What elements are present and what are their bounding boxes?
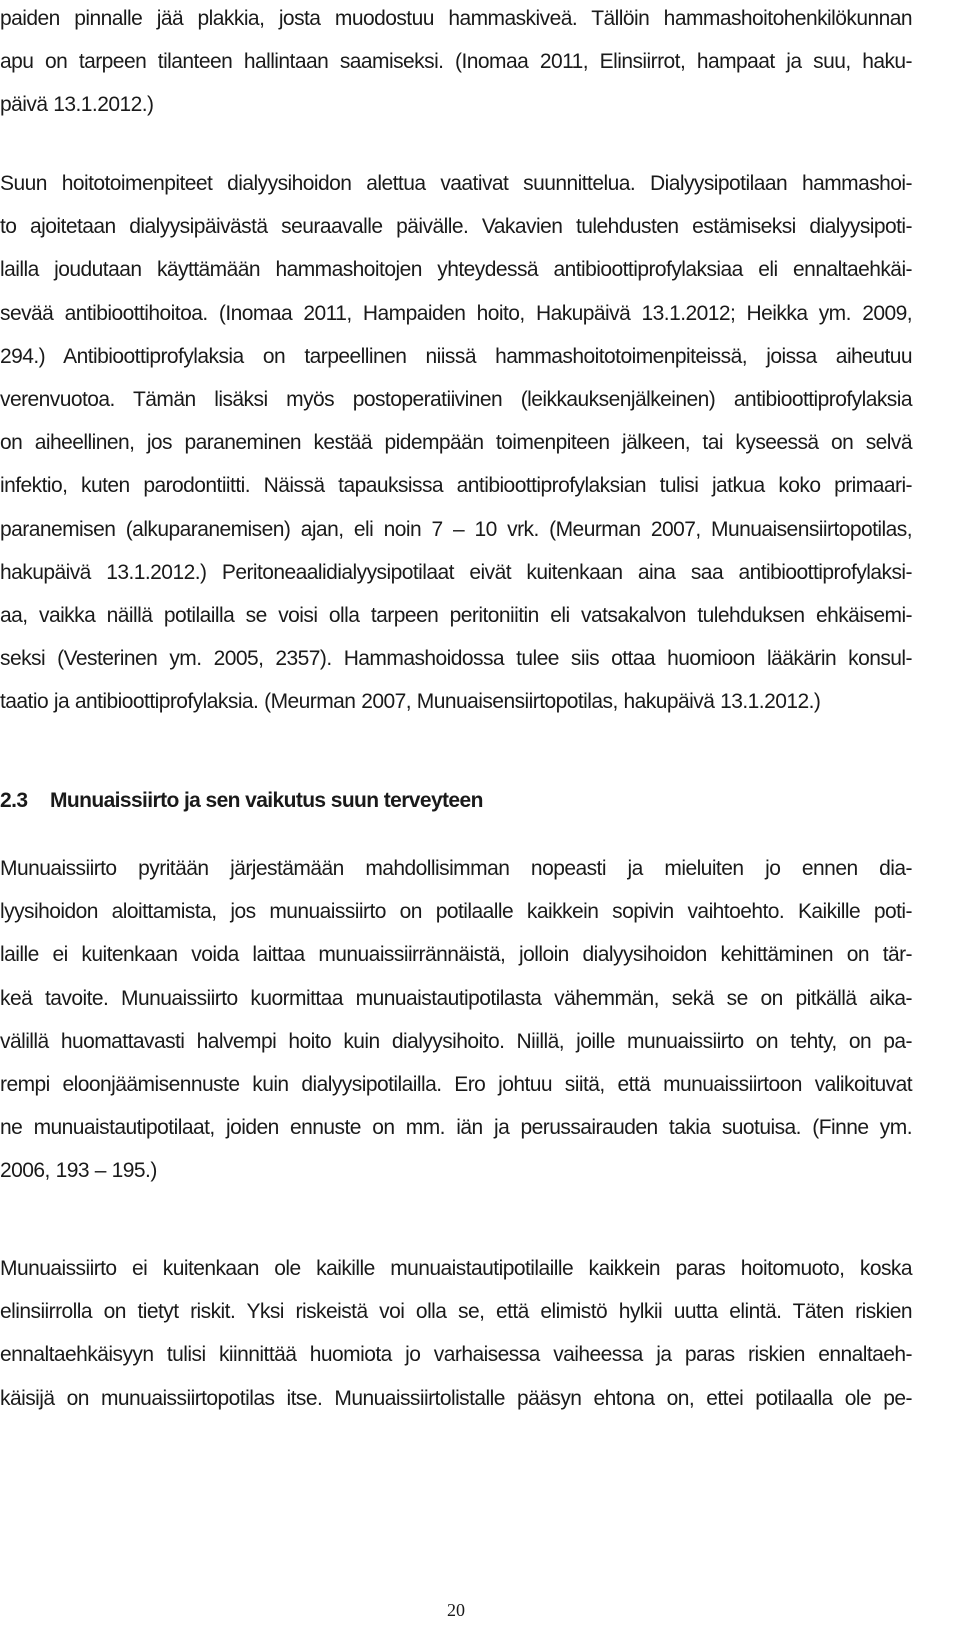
paragraph-3 (0, 847, 912, 1193)
section-heading (0, 789, 483, 813)
section-title: Munuaissiirto ja sen vaikutus suun terveyteen (50, 789, 483, 812)
text-line: seksi (Vesterinen ym. 2005, 2357). Hammashoidossa tulee siis ottaa huomioon lääkärin konsul- (0, 647, 912, 671)
paragraph-2 (0, 162, 912, 723)
text-line: päivä 13.1.2012.) (0, 93, 154, 117)
text-line: rempi eloonjäämisennuste kuin dialyysipotilailla. Ero johtuu siitä, että munuaissiirtoon valikoituvat (0, 1072, 912, 1096)
section-number: 2.3 (0, 789, 28, 812)
text-line: 294.) Antibioottiprofylaksia on tarpeellinen niissä hammashoitotoimenpiteissä, joissa aiheutuu (0, 344, 912, 368)
text-line: infektio, kuten parodontiitti. Näissä tapauksissa antibioottiprofylaksian tulisi jatkua koko primaari- (0, 474, 912, 498)
text-line: Munuaissiirto ei kuitenkaan ole kaikille munuaistautipotilaille kaikkein paras hoitomuoto, koska (0, 1257, 912, 1280)
text-line: hakupäivä 13.1.2012.) Peritoneaalidialyysipotilaat eivät kuitenkaan aina saa antibioottiprofylaksi- (0, 560, 912, 584)
paragraph-1 (0, 0, 912, 127)
text-line: ne munuaistautipotilaat, joiden ennuste on mm. iän ja perussairauden takia suotuisa. (Finne ym. (0, 1116, 912, 1140)
text-line: aa, vaikka näillä potilailla se voisi olla tarpeen peritoniitin eli vatsakalvon tulehduksen ehkäisemi- (0, 603, 912, 627)
text-line: paranemisen (alkuparanemisen) ajan, eli noin 7 – 10 vrk. (Meurman 2007, Munuaisensiirtopotilas, (0, 517, 912, 541)
page-number: 20 (447, 1600, 465, 1620)
text-line: Suun hoitotoimenpiteet dialyysihoidon alettua vaativat suunnittelua. Dialyysipotilaan hammashoi- (0, 172, 912, 195)
text-line: to ajoitetaan dialyysipäivästä seuraavalle päivälle. Vakavien tulehdusten estämiseksi dialyysipoti- (0, 215, 912, 239)
text-line: paiden pinnalle jää plakkia, josta muodostuu hammaskiveä. Tällöin hammashoitohenkilökunnan (0, 7, 912, 30)
paragraph-4 (0, 1247, 912, 1420)
text-line: 2006, 193 – 195.) (0, 1159, 157, 1183)
text-line: apu on tarpeen tilanteen hallintaan saamiseksi. (Inomaa 2011, Elinsiirrot, hampaat ja suu, haku- (0, 50, 912, 74)
text-line: on aiheellinen, jos paraneminen kestää pidempään toimenpiteen jälkeen, tai kyseessä on selvä (0, 431, 912, 455)
text-line: lyysihoidon aloittamista, jos munuaissiirto on potilaalle kaikkein sopivin vaihtoehto. Kaikille poti- (0, 900, 912, 924)
text-line: sevää antibioottihoitoa. (Inomaa 2011, Hampaiden hoito, Hakupäivä 13.1.2012; Heikka ym. 2009, (0, 301, 912, 325)
text-line: taatio ja antibioottiprofylaksia. (Meurman 2007, Munuaisensiirtopotilas, hakupäivä 13.1.2012.) (0, 690, 821, 714)
text-line: lailla joudutaan käyttämään hammashoitojen yhteydessä antibioottiprofylaksiaa eli ennaltaehkäi- (0, 258, 912, 282)
text-line: käisijä on munuaissiirtopotilas itse. Munuaissiirtolistalle pääsyn ehtona on, ettei potilaalla ole pe- (0, 1386, 912, 1410)
text-line: keä tavoite. Munuaissiirto kuormittaa munuaistautipotilasta vähemmän, sekä se on pitkällä aika- (0, 986, 912, 1010)
text-line: elinsiirrolla on tietyt riskit. Yksi riskeistä voi olla se, että elimistö hylkii uutta elintä. Täten riskien (0, 1300, 912, 1324)
text-line: välillä huomattavasti halvempi hoito kuin dialyysihoito. Niillä, joille munuaissiirto on tehty, on pa- (0, 1029, 912, 1053)
text-line: Munuaissiirto pyritään järjestämään mahdollisimman nopeasti ja mieluiten jo ennen dia- (0, 857, 912, 880)
text-line: laille ei kuitenkaan voida laittaa munuaissiirrännäistä, jolloin dialyysihoidon kehittäminen on tär- (0, 943, 912, 967)
text-line: verenvuotoa. Tämän lisäksi myös postoperatiivinen (leikkauksenjälkeinen) antibioottiprofylaksia (0, 387, 912, 411)
text-line: ennaltaehkäisyyn tulisi kiinnittää huomiota jo varhaisessa vaiheessa ja paras riskien ennaltaeh- (0, 1343, 912, 1367)
